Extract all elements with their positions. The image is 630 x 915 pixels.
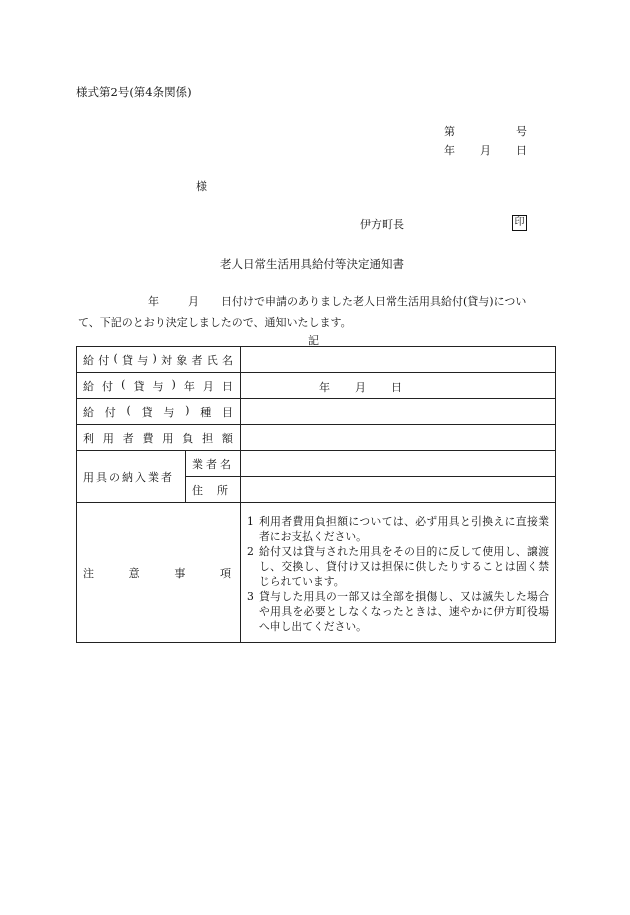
label-char: 付 — [104, 405, 116, 419]
body-line-1 — [148, 293, 526, 309]
vendor-name-label: 業者名 — [186, 451, 241, 477]
grant-date-label-cell — [77, 373, 241, 399]
label-char: 負 — [182, 431, 194, 445]
label-char: 与 — [152, 379, 164, 393]
vendor-address-label-cell — [186, 477, 241, 503]
label-char: 貸 — [133, 379, 145, 393]
label-char: 給 — [83, 379, 94, 393]
grant-date-month: 月 — [355, 380, 366, 394]
item-type-label-cell — [77, 399, 241, 425]
label-char: 者 — [191, 353, 203, 367]
label-char: 住 — [192, 483, 203, 497]
grant-date-year: 年 — [319, 380, 330, 394]
recipient-name-field[interactable] — [241, 347, 556, 373]
label-char: 与 — [163, 405, 175, 419]
body-year: 年 — [148, 295, 159, 308]
label-char: 費 — [142, 431, 154, 445]
grant-date-field[interactable] — [241, 373, 556, 399]
document-number-prefix: 第 — [444, 125, 455, 138]
label-char: 年 — [183, 379, 195, 393]
recipient-name-label — [77, 352, 240, 368]
label-char: 貸 — [141, 405, 153, 419]
label-char: 用 — [102, 431, 114, 445]
vendor-name-field[interactable] — [241, 451, 556, 477]
cost-label-cell — [77, 425, 241, 451]
body-text-1: 日付けで申請のありました老人日常生活用具給付(貸与)につい — [221, 295, 527, 308]
label-char: ) — [185, 403, 190, 417]
label-char: 利 — [83, 431, 94, 445]
user-cost-share-label — [77, 430, 240, 446]
label-char: 日 — [221, 379, 233, 393]
item-type-field[interactable] — [241, 399, 556, 425]
label-char: 担 — [202, 431, 214, 445]
table-row — [77, 451, 556, 477]
label-char: 付 — [102, 379, 114, 393]
label-char: ( — [113, 351, 118, 365]
document-title: 老人日常生活用具給付等決定通知書 — [220, 257, 404, 271]
list-item: 2 給付又は貸与された用具をその目的に反して使用し、譲渡し、交換し、貸付け又は担保に供したりすることは固く禁じられています。 — [247, 544, 549, 588]
label-char: 者 — [122, 431, 134, 445]
addressee-honorific: 様 — [196, 180, 207, 193]
label-char: ) — [171, 377, 176, 391]
label-char: 用 — [162, 431, 174, 445]
notes-label-cell — [77, 503, 241, 643]
vendor-label: 用具の納入業者 — [77, 451, 186, 503]
document-number-suffix: 号 — [516, 125, 527, 138]
item-type-label — [77, 404, 240, 420]
label-char: 項 — [219, 566, 231, 580]
table-row — [77, 425, 556, 451]
notes-content — [241, 503, 556, 643]
label-char: ( — [121, 377, 126, 391]
label-char: 氏 — [206, 353, 218, 367]
issue-date-day: 日 — [516, 144, 527, 157]
recipient-name-label-cell — [77, 347, 241, 373]
body-month: 月 — [188, 295, 199, 308]
label-char: 名 — [221, 353, 233, 367]
notes-label — [77, 565, 240, 581]
label-char: 事 — [174, 566, 186, 580]
table-row — [77, 373, 556, 399]
label-char: 象 — [176, 353, 188, 367]
label-char: 対 — [161, 353, 172, 367]
label-char: 目 — [221, 405, 233, 419]
label-char: 所 — [217, 483, 228, 497]
list-item: 1 利用者費用負担額については、必ず用具と引換えに直接業者にお支払ください。 — [247, 514, 549, 543]
seal-mark: 印 — [512, 215, 527, 231]
label-char: 給 — [83, 405, 94, 419]
body-line-2: て、下記のとおり決定しましたので、通知いたします。 — [78, 316, 352, 329]
list-item: 3 貸与した用具の一部又は全部を損傷し、又は滅失した場合や用具を必要としなくなったときは、速やかに伊方町役場へ申し出てください。 — [247, 589, 549, 633]
vendor-address-field[interactable] — [241, 477, 556, 503]
label-char: 与 — [137, 353, 149, 367]
vendor-address-label — [186, 482, 240, 498]
issuer-name: 伊方町長 — [360, 218, 404, 231]
table-row — [77, 347, 556, 373]
issue-date-year: 年 — [444, 144, 455, 157]
ki-heading: 記 — [308, 334, 319, 347]
label-char: 注 — [83, 566, 94, 580]
label-char: 貸 — [122, 353, 133, 367]
user-cost-share-field[interactable] — [241, 425, 556, 451]
label-char: 月 — [202, 379, 214, 393]
table-row — [77, 399, 556, 425]
grant-date-day: 日 — [391, 380, 402, 394]
form-number-label: 様式第2号(第4条関係) — [76, 85, 192, 99]
label-char: 付 — [98, 353, 110, 367]
label-char: 額 — [221, 431, 233, 445]
label-char: 種 — [200, 405, 212, 419]
issue-date-month: 月 — [480, 144, 491, 157]
decision-details-table — [76, 346, 556, 643]
label-char: ) — [152, 351, 157, 365]
label-char: 意 — [128, 566, 140, 580]
grant-date-label — [77, 378, 240, 394]
label-char: 給 — [83, 353, 94, 367]
label-char: ( — [126, 403, 131, 417]
table-row — [77, 503, 556, 643]
